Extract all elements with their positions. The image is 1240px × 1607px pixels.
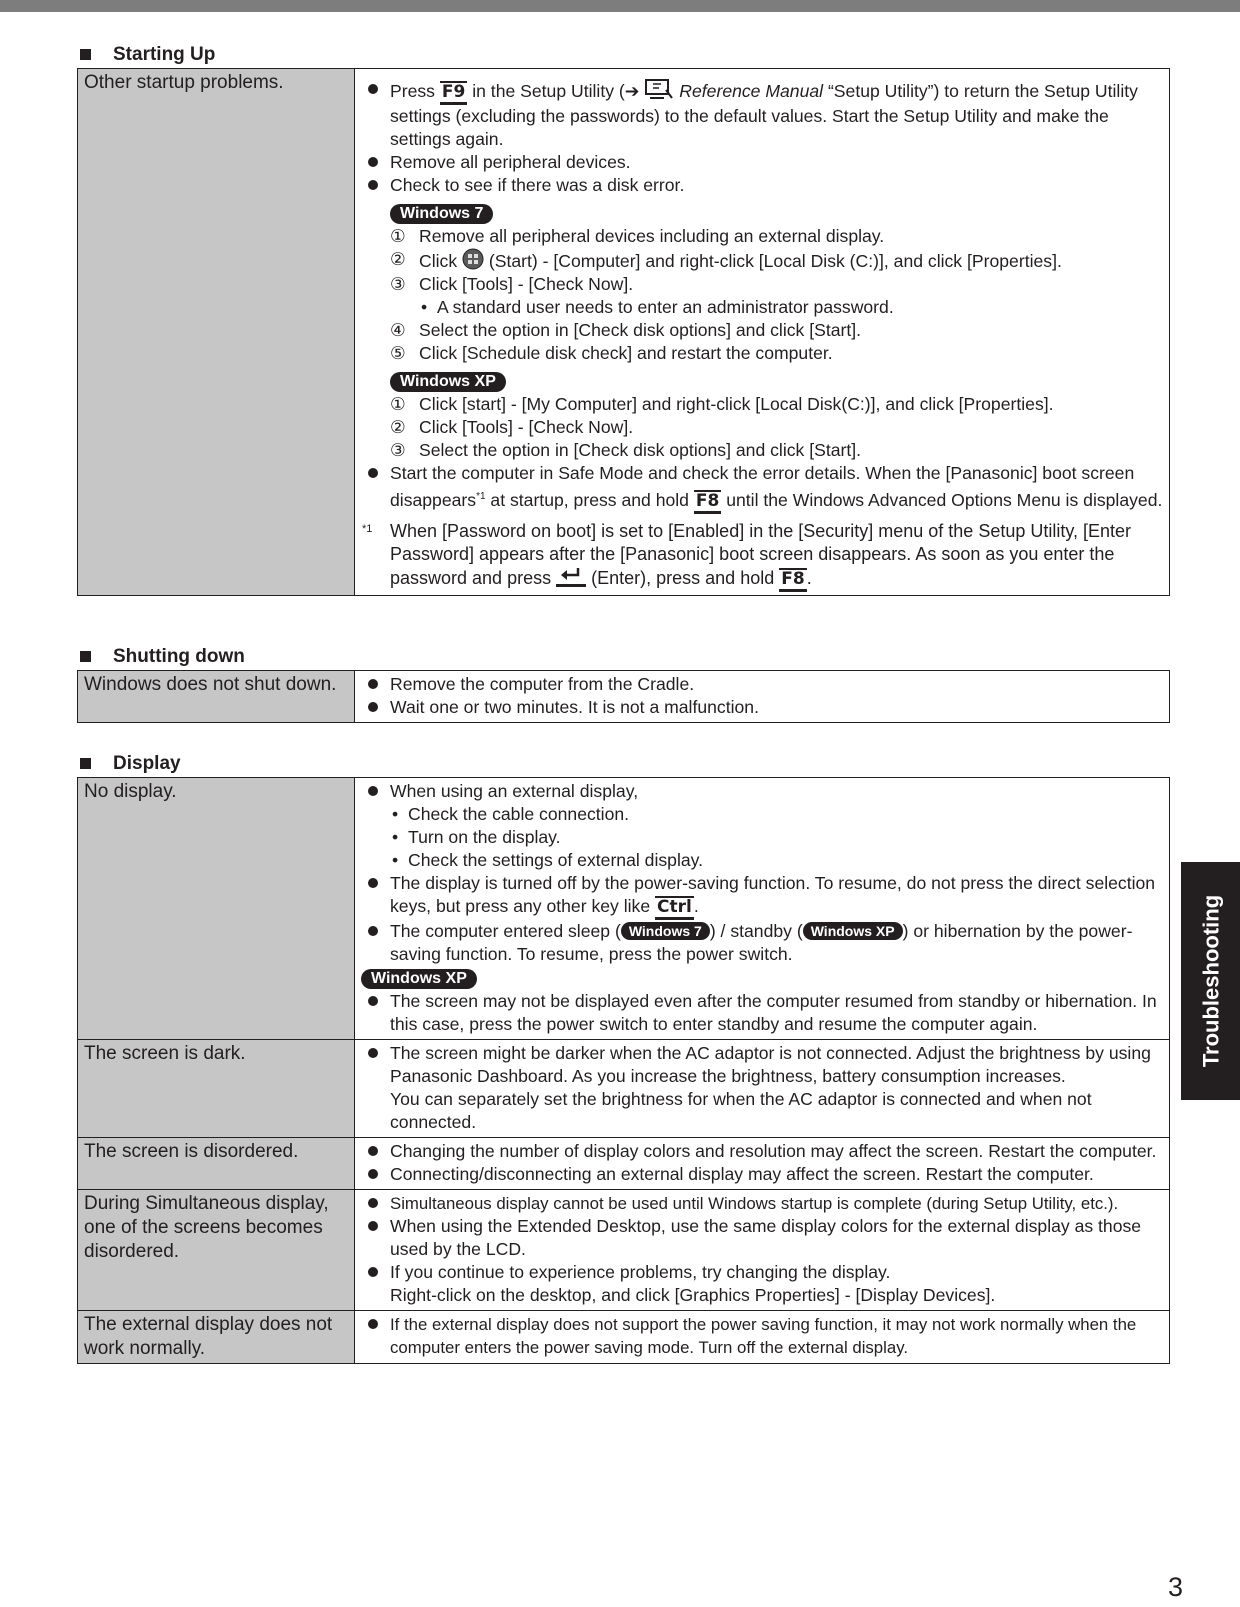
enter-key-icon bbox=[556, 566, 586, 587]
list-item: Simultaneous display cannot be used until Windows startup is complete (during Setup Utility, etc.). bbox=[361, 1192, 1165, 1215]
f8-key-icon: F8 bbox=[694, 490, 721, 514]
step-item: ② Click (Start) - [Computer] and right-click [Local Disk (C:)], and click [Properties]. bbox=[390, 249, 1062, 271]
step-item: ④ Select the option in [Check disk options] and click [Start]. bbox=[390, 320, 862, 340]
windowsxp-badge: Windows XP bbox=[390, 372, 506, 392]
solution-cell bbox=[355, 1311, 1170, 1364]
list-item: When using the Extended Desktop, use the same display colors for the external display as those used by the LCD. bbox=[361, 1215, 1165, 1261]
bullet-icon bbox=[368, 679, 378, 689]
section-shutting-down bbox=[77, 644, 1170, 723]
troubleshooting-table bbox=[77, 68, 1170, 596]
f8-key-icon: F8 bbox=[779, 568, 806, 592]
list-item: The screen may not be displayed even after the computer resumed from standby or hibernation. In this case, press the power switch to enter standby and resume the computer again. bbox=[361, 990, 1165, 1036]
sub-item: • A standard user needs to enter an administrator password. bbox=[421, 297, 894, 317]
list-item: When using an external display, bbox=[361, 780, 1165, 803]
problem-cell: Windows does not shut down. bbox=[78, 671, 355, 723]
bullet-icon bbox=[368, 1319, 378, 1329]
reference-manual-icon bbox=[644, 78, 674, 100]
section-title: Shutting down bbox=[77, 644, 1170, 670]
bullet-icon bbox=[368, 157, 378, 167]
bullet-icon bbox=[368, 702, 378, 712]
bullet-icon bbox=[368, 1198, 378, 1208]
problem-cell: The screen is disordered. bbox=[78, 1138, 355, 1190]
square-bullet-icon bbox=[80, 651, 91, 662]
list-item: Connecting/disconnecting an external display may affect the screen. Restart the computer. bbox=[361, 1163, 1165, 1186]
section-title: Display bbox=[77, 751, 1170, 777]
table-row bbox=[78, 1311, 1170, 1364]
sub-item: • Turn on the display. bbox=[392, 827, 561, 847]
bullet-icon bbox=[368, 926, 378, 936]
list-item: Remove the computer from the Cradle. bbox=[361, 673, 1165, 696]
windowsxp-badge: Windows XP bbox=[361, 969, 477, 989]
windows-start-icon bbox=[462, 248, 484, 270]
bullet-icon bbox=[368, 1146, 378, 1156]
section-title: Starting Up bbox=[77, 42, 1170, 68]
bullet-icon bbox=[368, 180, 378, 190]
bullet-icon bbox=[368, 1221, 378, 1231]
troubleshooting-table bbox=[77, 777, 1170, 1364]
step-item: ② Click [Tools] - [Check Now]. bbox=[390, 417, 634, 437]
step-item: ① Remove all peripheral devices including an external display. bbox=[390, 226, 885, 246]
bullet-icon bbox=[368, 786, 378, 796]
list-item: Remove all peripheral devices. bbox=[361, 151, 1165, 174]
footnote: *1 When [Password on boot] is set to [Enabled] in the [Security] menu of the Setup Utility, [Enter Password] appears after the [Panasonic] boot screen disappears. As soon as you enter the password and press (Enter), press and hold F8 . bbox=[361, 520, 1165, 592]
list-item: Press F9 in the Setup Utility (➔ Reference Manual “Setup Utility”) to return the Setup Utility settings (excluding the passwords) to the default values. Start the Setup Utility and make the settings again. bbox=[361, 78, 1165, 151]
top-bar bbox=[0, 0, 1240, 12]
problem-cell: The external display does not work normally. bbox=[78, 1311, 355, 1364]
list-item: Start the computer in Safe Mode and check the error details. When the [Panasonic] boot screen disappears$^{*1}$ at startup, press and hold F8 until the Windows Advanced Options Menu is displayed. bbox=[361, 462, 1165, 514]
solution-cell bbox=[355, 69, 1170, 596]
troubleshooting-table bbox=[77, 670, 1170, 723]
table-row bbox=[78, 778, 1170, 1040]
table-row bbox=[78, 671, 1170, 723]
step-item: ① Click [start] - [My Computer] and right-click [Local Disk(C:)], and click [Properties]. bbox=[390, 394, 1054, 414]
section-starting-up bbox=[77, 42, 1170, 596]
table-row bbox=[78, 1040, 1170, 1138]
solution-cell bbox=[355, 778, 1170, 1040]
bullet-icon bbox=[368, 84, 378, 94]
ctrl-key-icon: Ctrl bbox=[655, 896, 694, 920]
bullet-icon bbox=[368, 468, 378, 478]
step-item: ③ Click [Tools] - [Check Now]. bbox=[390, 274, 634, 294]
page-number: 3 bbox=[1168, 1572, 1184, 1602]
square-bullet-icon bbox=[80, 49, 91, 60]
windowsxp-badge: Windows XP bbox=[803, 922, 903, 940]
step-item: ③ Select the option in [Check disk options] and click [Start]. bbox=[390, 440, 862, 460]
square-bullet-icon bbox=[80, 758, 91, 769]
table-row bbox=[78, 1190, 1170, 1311]
problem-cell: The screen is dark. bbox=[78, 1040, 355, 1138]
problem-cell: During Simultaneous display, one of the screens becomes disordered. bbox=[78, 1190, 355, 1311]
windows7-badge: Windows 7 bbox=[390, 204, 493, 224]
solution-cell bbox=[355, 671, 1170, 723]
solution-cell bbox=[355, 1138, 1170, 1190]
windows7-badge: Windows 7 bbox=[621, 922, 710, 940]
problem-cell: Other startup problems. bbox=[78, 69, 355, 596]
list-item: The screen might be darker when the AC adaptor is not connected. Adjust the brightness by using Panasonic Dashboard. As you increase the brightness, battery consumption increases. bbox=[361, 1042, 1165, 1088]
list-item: The display is turned off by the power-saving function. To resume, do not press the direct selection keys, but press any other key like Ctrl . bbox=[361, 872, 1165, 920]
sub-item: • Check the settings of external display. bbox=[392, 850, 704, 870]
list-item: Wait one or two minutes. It is not a malfunction. bbox=[361, 696, 1165, 719]
sub-item: • Check the cable connection. bbox=[392, 804, 630, 824]
troubleshooting-side-tab: Troubleshooting bbox=[1181, 862, 1240, 1100]
bullet-icon bbox=[368, 1048, 378, 1058]
table-row bbox=[78, 69, 1170, 596]
list-item: Check to see if there was a disk error. bbox=[361, 174, 1165, 197]
section-display bbox=[77, 751, 1170, 1364]
bullet-icon bbox=[368, 996, 378, 1006]
arrow-icon: ➔ bbox=[624, 81, 640, 101]
f9-key-icon: F9 bbox=[440, 81, 467, 105]
list-item: If you continue to experience problems, try changing the display. bbox=[361, 1261, 1165, 1284]
bullet-icon bbox=[368, 1169, 378, 1179]
list-item: Changing the number of display colors and resolution may affect the screen. Restart the computer. bbox=[361, 1140, 1165, 1163]
problem-cell: No display. bbox=[78, 778, 355, 1040]
list-item: The computer entered sleep ( Windows 7 ) / standby ( Windows XP ) or hibernation by the power-saving function. To resume, press the power switch. bbox=[361, 920, 1165, 966]
solution-cell: Simultaneous display cannot be used until Windows startup is complete (during Setup Utility, etc.). When using the Extended Desktop, use the same display colors for the external display as those used by the LCD. If you continue to experience problems, try changing the display. Right-click on the desktop, and click [Graphics Properties] - [Display Devices]. bbox=[355, 1190, 1170, 1311]
list-item: If the external display does not support the power saving function, it may not work normally when the computer enters the power saving mode. Turn off the external display. bbox=[361, 1313, 1165, 1359]
step-item: ⑤ Click [Schedule disk check] and restart the computer. bbox=[390, 343, 833, 363]
bullet-icon bbox=[368, 878, 378, 888]
table-row bbox=[78, 1138, 1170, 1190]
bullet-icon bbox=[368, 1267, 378, 1277]
solution-cell: The screen might be darker when the AC adaptor is not connected. Adjust the brightness by using Panasonic Dashboard. As you increase the brightness, battery consumption increases. You can separately set the brightness for when the AC adaptor is connected and when not connected. bbox=[355, 1040, 1170, 1138]
